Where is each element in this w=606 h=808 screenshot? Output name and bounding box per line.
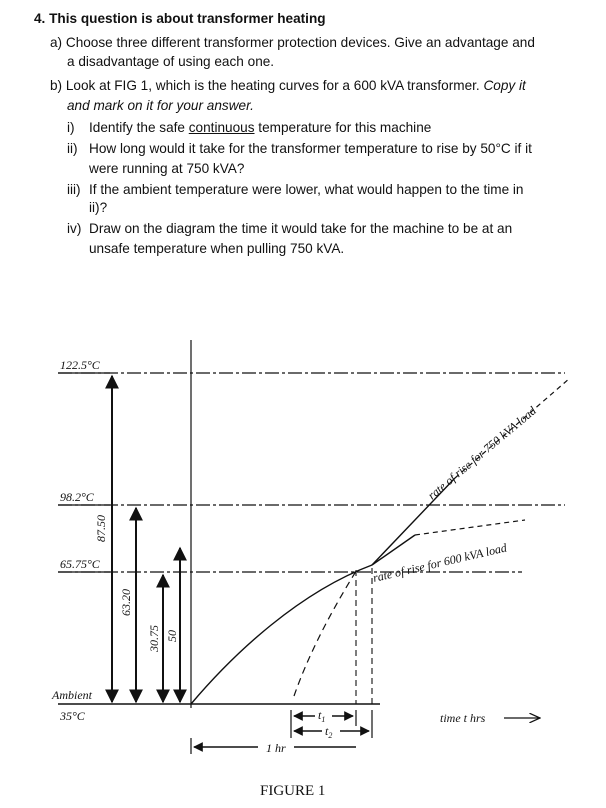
label-diff-63-20: 63.20: [119, 589, 133, 616]
part-a-text: Choose three different transformer protection devices. Give an advantage and: [65, 35, 535, 50]
item-iv-label: iv): [67, 221, 82, 236]
item-i-post: temperature for this machine: [254, 120, 432, 135]
part-b-label: b): [50, 78, 63, 93]
item-i-label: i): [67, 120, 75, 135]
item-iii-label: iii): [67, 182, 81, 197]
item-ii-line2: were running at 750 kVA?: [89, 161, 245, 176]
item-iv-line2: unsafe temperature when pulling 750 kVA.: [89, 241, 345, 256]
part-b-text: Look at FIG 1, which is the heating curves for a 600 kVA transformer.: [65, 78, 480, 93]
item-iv-line1: Draw on the diagram the time it would take for the machine to be at an: [89, 221, 513, 236]
heating-curve: [191, 565, 372, 704]
label-diff-30-75: 30.75: [147, 625, 161, 652]
label-diff-50: 50: [165, 630, 179, 642]
item-ii-label: ii): [67, 141, 78, 156]
label-ambient: Ambient: [52, 688, 92, 702]
curve-600-dashed: [415, 520, 525, 535]
question-title: This question is about transformer heating: [49, 11, 326, 26]
item-i-underlined: continuous: [188, 120, 255, 135]
label-ambient-temp: 35°C: [60, 709, 85, 723]
label-diff-87-50: 87.50: [94, 515, 108, 542]
item-ii-line1: How long would it take for the transformer temperature to rise by 50°C if it: [89, 141, 532, 156]
label-t2: $t_2$: [325, 724, 333, 740]
label-curve-750: rate of rise for 750 kVA load: [424, 403, 539, 503]
label-curve-600: rate of rise for 600 kVA load: [371, 540, 509, 585]
question-number: 4.: [34, 11, 46, 26]
label-122-5: 122.5°C: [60, 358, 100, 372]
curve-600-solid: [372, 535, 415, 565]
label-98-2: 98.2°C: [60, 490, 94, 504]
item-iii-line1: If the ambient temperature were lower, what would happen to the time in: [89, 182, 524, 197]
part-b-italic: Copy it: [483, 78, 526, 93]
part-a-line2: a disadvantage of using each one.: [67, 54, 275, 69]
label-time-axis: time t hrs: [440, 711, 486, 725]
figure-caption: FIGURE 1: [260, 783, 326, 799]
label-t1: $t_1$: [318, 708, 326, 724]
part-a-label: a): [50, 35, 63, 50]
label-65-75: 65.75°C: [60, 557, 100, 571]
part-b-line2: and mark on it for your answer.: [67, 98, 254, 113]
item-i-pre: Identify the safe: [89, 120, 189, 135]
label-one-hr: 1 hr: [266, 741, 286, 755]
item-iii-line2: ii)?: [89, 200, 108, 215]
